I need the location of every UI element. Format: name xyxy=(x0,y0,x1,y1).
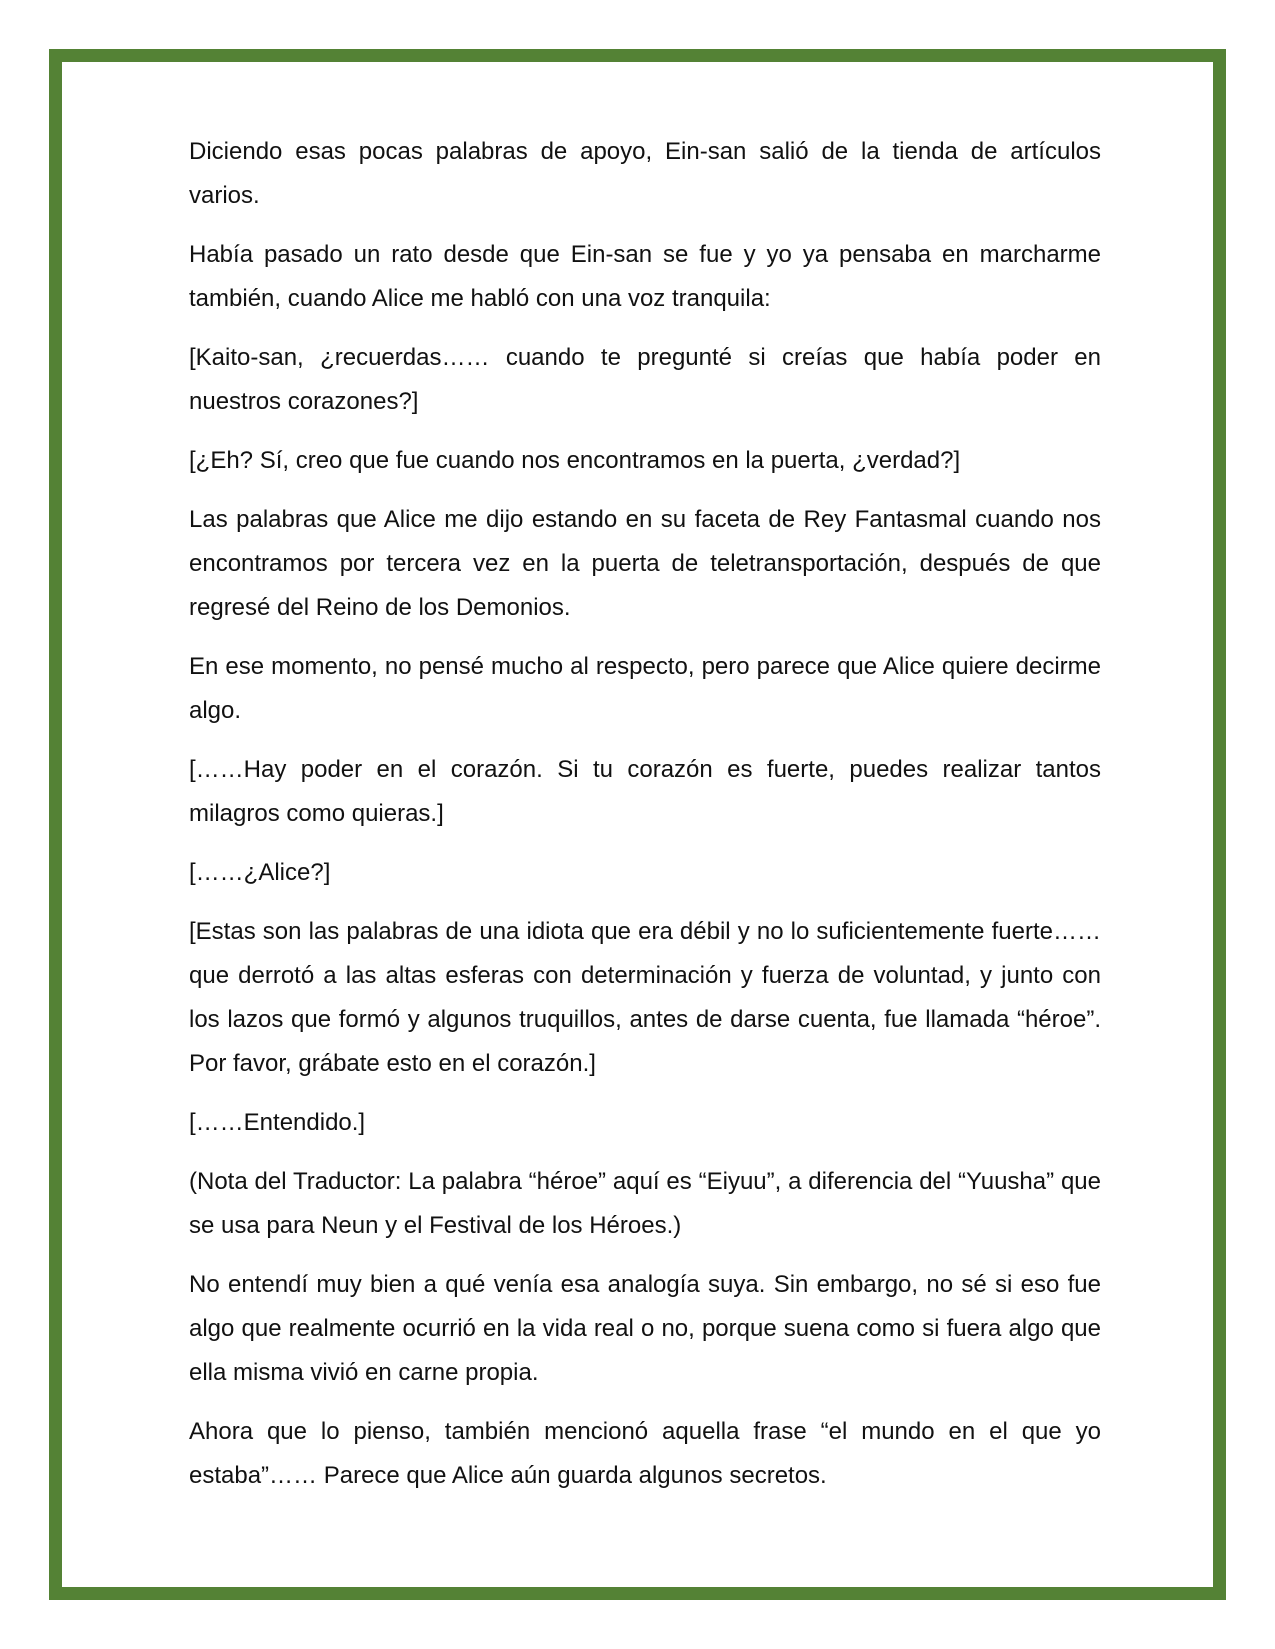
paragraph: No entendí muy bien a qué venía esa analogía suya. Sin embargo, no sé si eso fue algo que realmente ocurrió en la vida real o no, porque suena como si fuera algo que ella misma vivió en carne propia. xyxy=(189,1271,1101,1386)
translator-note: (Nota del Traductor: La palabra “héroe” aquí es “Eiyuu”, a diferencia del “Yuusha” que se usa para Neun y el Festival de los Héroes.) xyxy=(189,1168,1101,1239)
paragraph: [¿Eh? Sí, creo que fue cuando nos encontramos en la puerta, ¿verdad?] xyxy=(189,447,961,474)
paragraph: Las palabras que Alice me dijo estando en su faceta de Rey Fantasmal cuando nos encontramos por tercera vez en la puerta de teletransportación, después de que regresé del Reino de los Demonios. xyxy=(189,506,1101,621)
paragraph: [……Hay poder en el corazón. Si tu corazón es fuerte, puedes realizar tantos milagros como quieras.] xyxy=(189,756,1101,827)
paragraph: Ahora que lo pienso, también mencionó aquella frase “el mundo en el que yo estaba”…… Parece que Alice aún guarda algunos secretos. xyxy=(189,1418,1101,1489)
paragraph: [Kaito-san, ¿recuerdas…… cuando te pregunté si creías que había poder en nuestros corazones?] xyxy=(189,344,1101,415)
paragraph: Había pasado un rato desde que Ein-san se fue y yo ya pensaba en marcharme también, cuando Alice me habló con una voz tranquila: xyxy=(189,241,1101,312)
document-body xyxy=(189,130,1101,1513)
paragraph: [……¿Alice?] xyxy=(189,859,331,886)
paragraph: Diciendo esas pocas palabras de apoyo, Ein-san salió de la tienda de artículos varios. xyxy=(189,138,1101,209)
page-border-frame xyxy=(49,49,1226,1600)
paragraph: En ese momento, no pensé mucho al respecto, pero parece que Alice quiere decirme algo. xyxy=(189,653,1101,724)
paragraph: [……Entendido.] xyxy=(189,1109,366,1136)
paragraph: [Estas son las palabras de una idiota que era débil y no lo suficientemente fuerte…… que derrotó a las altas esferas con determinación y fuerza de voluntad, y junto con los lazos que formó y algunos truquillos, antes de darse cuenta, fue llamada “héroe”. Por favor, grábate esto en el corazón.] xyxy=(189,918,1101,1077)
